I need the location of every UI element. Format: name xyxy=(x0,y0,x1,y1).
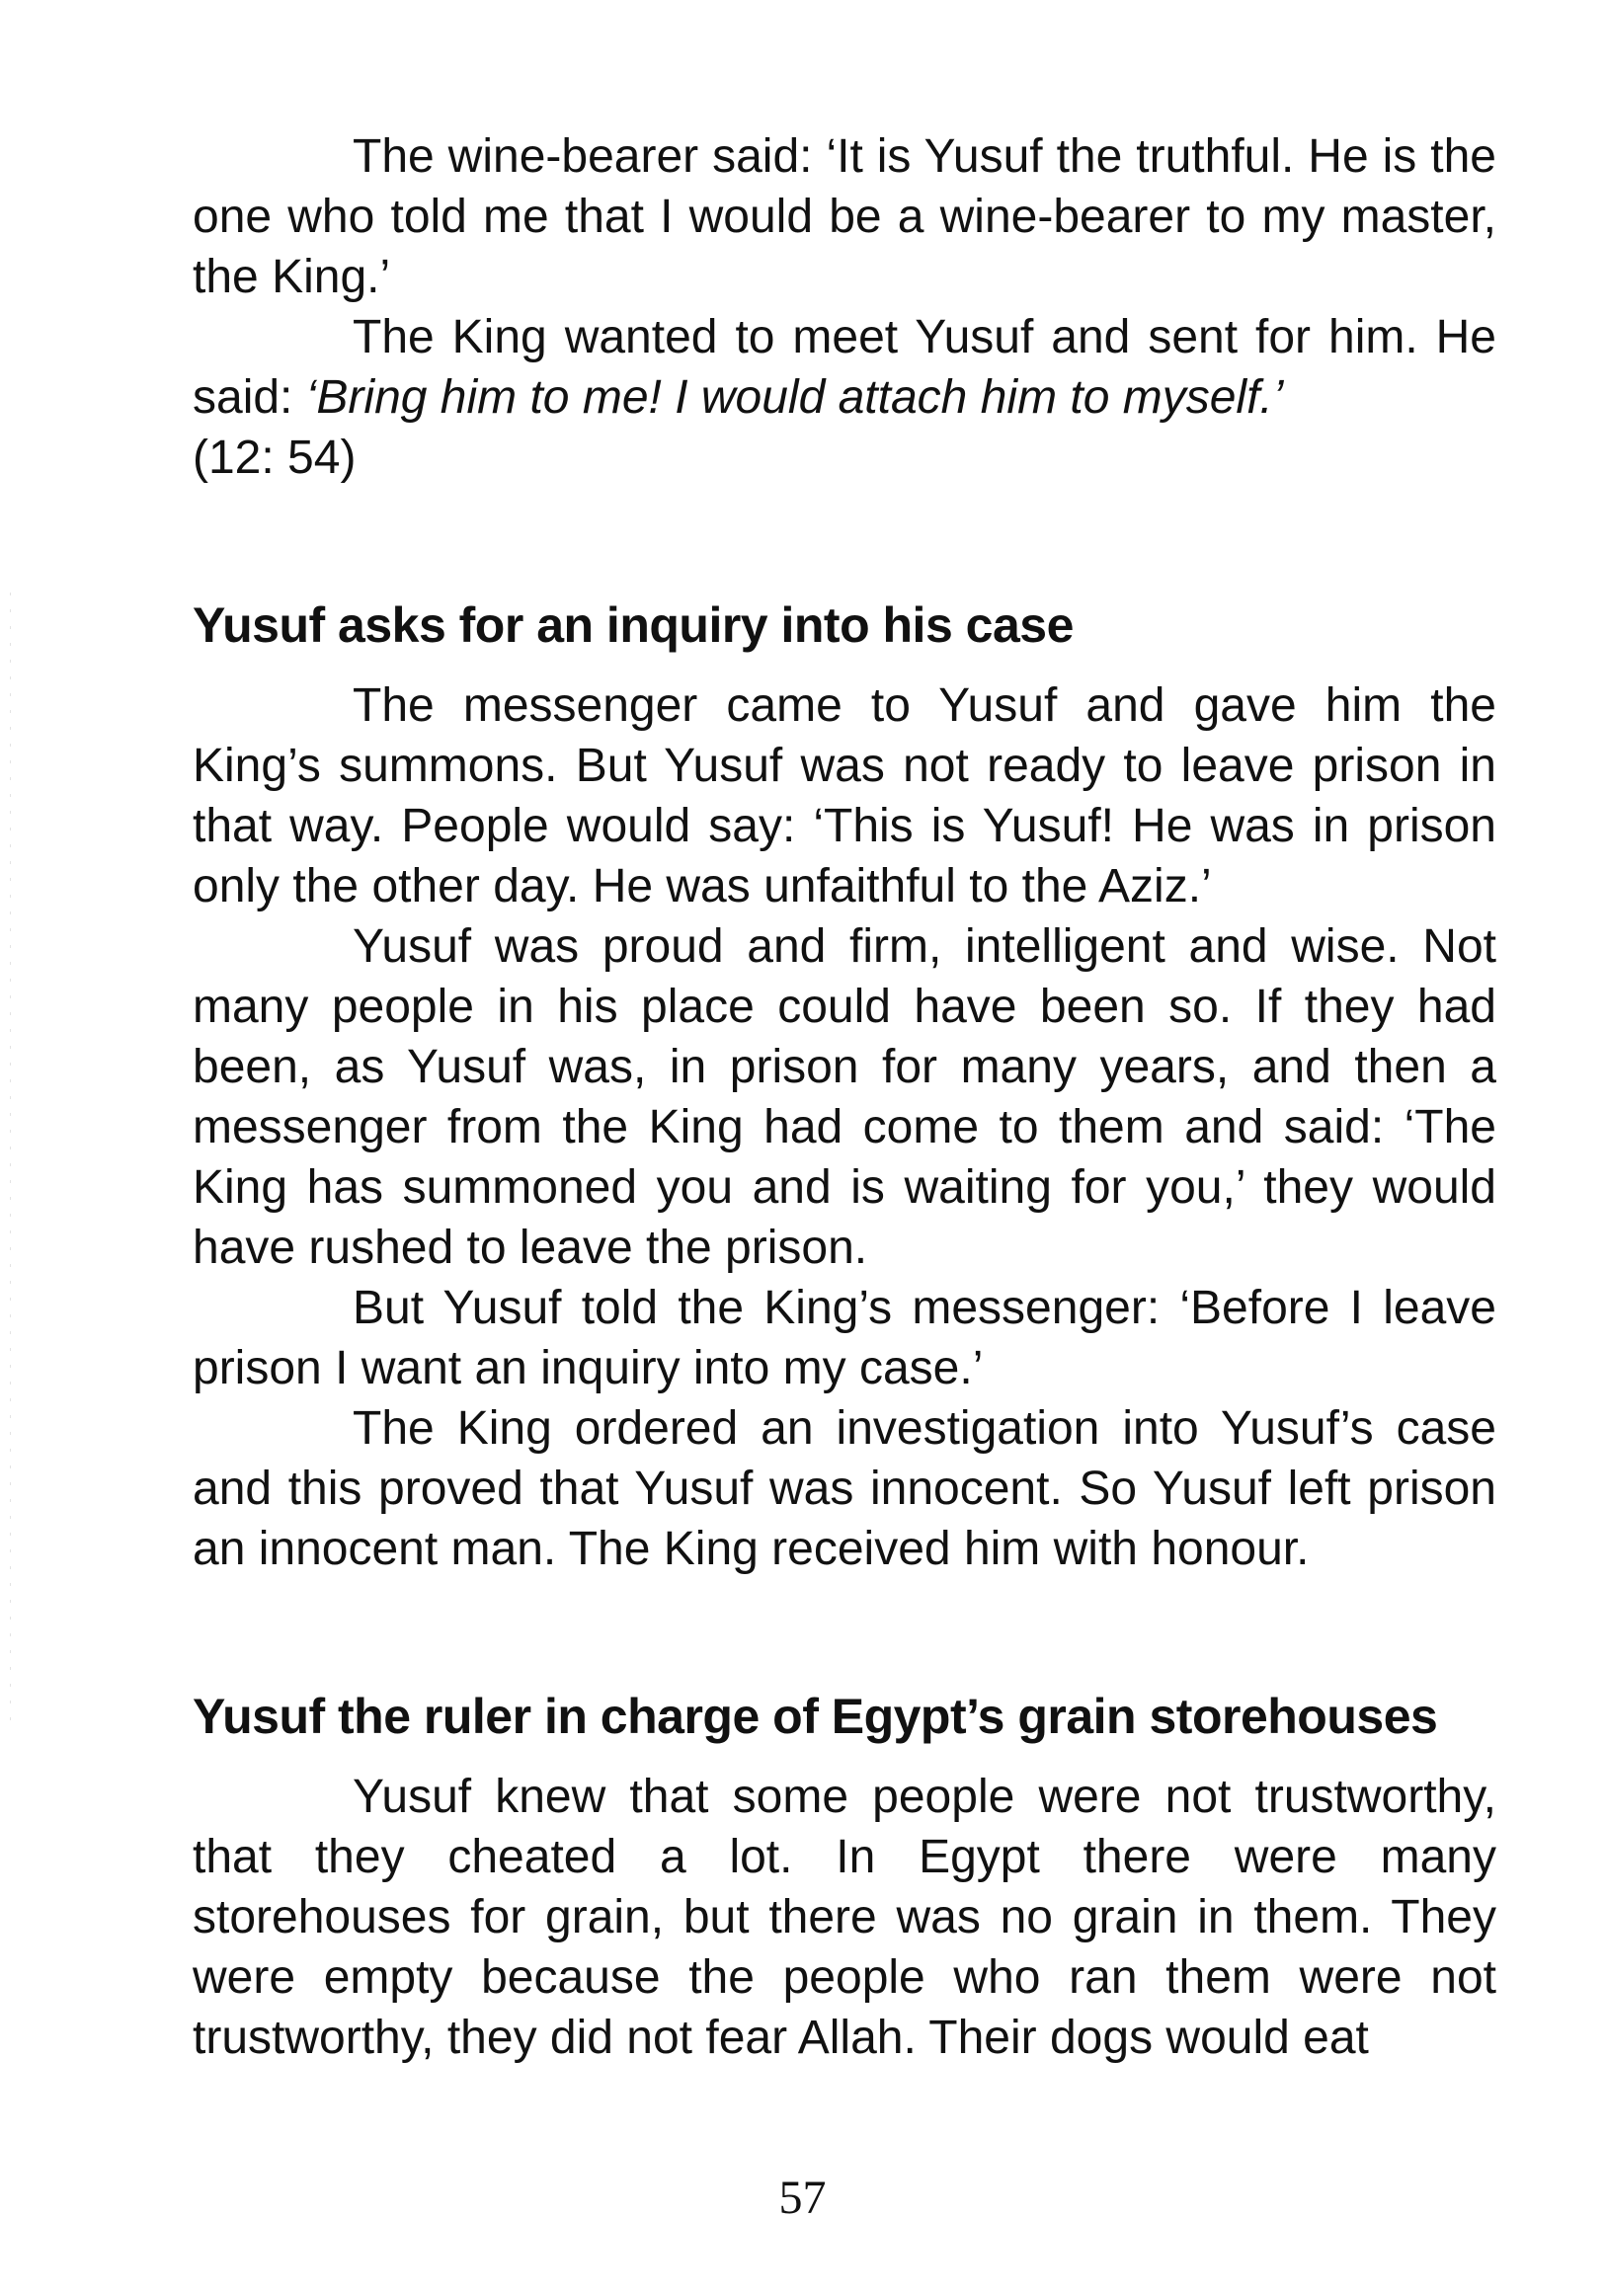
page-number: 57 xyxy=(778,2172,827,2224)
quran-reference: (12: 54) xyxy=(193,432,357,484)
paragraph-proud-firm: Yusuf was proud and firm, intelligent and wise. Not many people in his place could have been so. If they had been, as Yusuf was, in prison for many years, and then a messenger from the King had come to them and said: ‘The King has summoned you and is waiting for you,’ they would have rushed to leave the prison. xyxy=(193,920,1496,1274)
scan-edge-noise xyxy=(10,593,11,1728)
section-heading-inquiry: Yusuf asks for an inquiry into his case xyxy=(193,597,1074,653)
book-page-body xyxy=(193,126,1496,2068)
paragraph-messenger: The messenger came to Yusuf and gave him the King’s summons. But Yusuf was not ready to leave prison in that way. People would say: ‘This is Yusuf! He was in prison only the other day. He was unfaithful to the Aziz.’ xyxy=(193,679,1496,912)
paragraph-request-inquiry: But Yusuf told the King’s messenger: ‘Before I leave prison I want an inquiry into my case.’ xyxy=(193,1282,1496,1394)
quran-quote: ‘Bring him to me! I would attach him to myself.’ xyxy=(305,371,1284,424)
paragraph-king-summons xyxy=(193,307,1496,488)
paragraph-wine-bearer: The wine-bearer said: ‘It is Yusuf the truthful. He is the one who told me that I would be a wine-bearer to my master, the King.’ xyxy=(193,130,1496,303)
paragraph-investigation: The King ordered an investigation into Yusuf’s case and this proved that Yusuf was innocent. So Yusuf left prison an innocent man. The King received him with honour. xyxy=(193,1402,1496,1575)
king-para-text: The King wanted to meet Yusuf and sent for him. He said: xyxy=(193,311,1496,424)
section-heading-grain-storehouses: Yusuf the ruler in charge of Egypt’s grain storehouses xyxy=(193,1689,1438,1744)
paragraph-storehouses: Yusuf knew that some people were not trustworthy, that they cheated a lot. In Egypt there were many storehouses for grain, but there was no grain in them. They were empty because the people who ran them were not trustworthy, they did not fear Allah. Their dogs would eat xyxy=(193,1771,1496,2064)
